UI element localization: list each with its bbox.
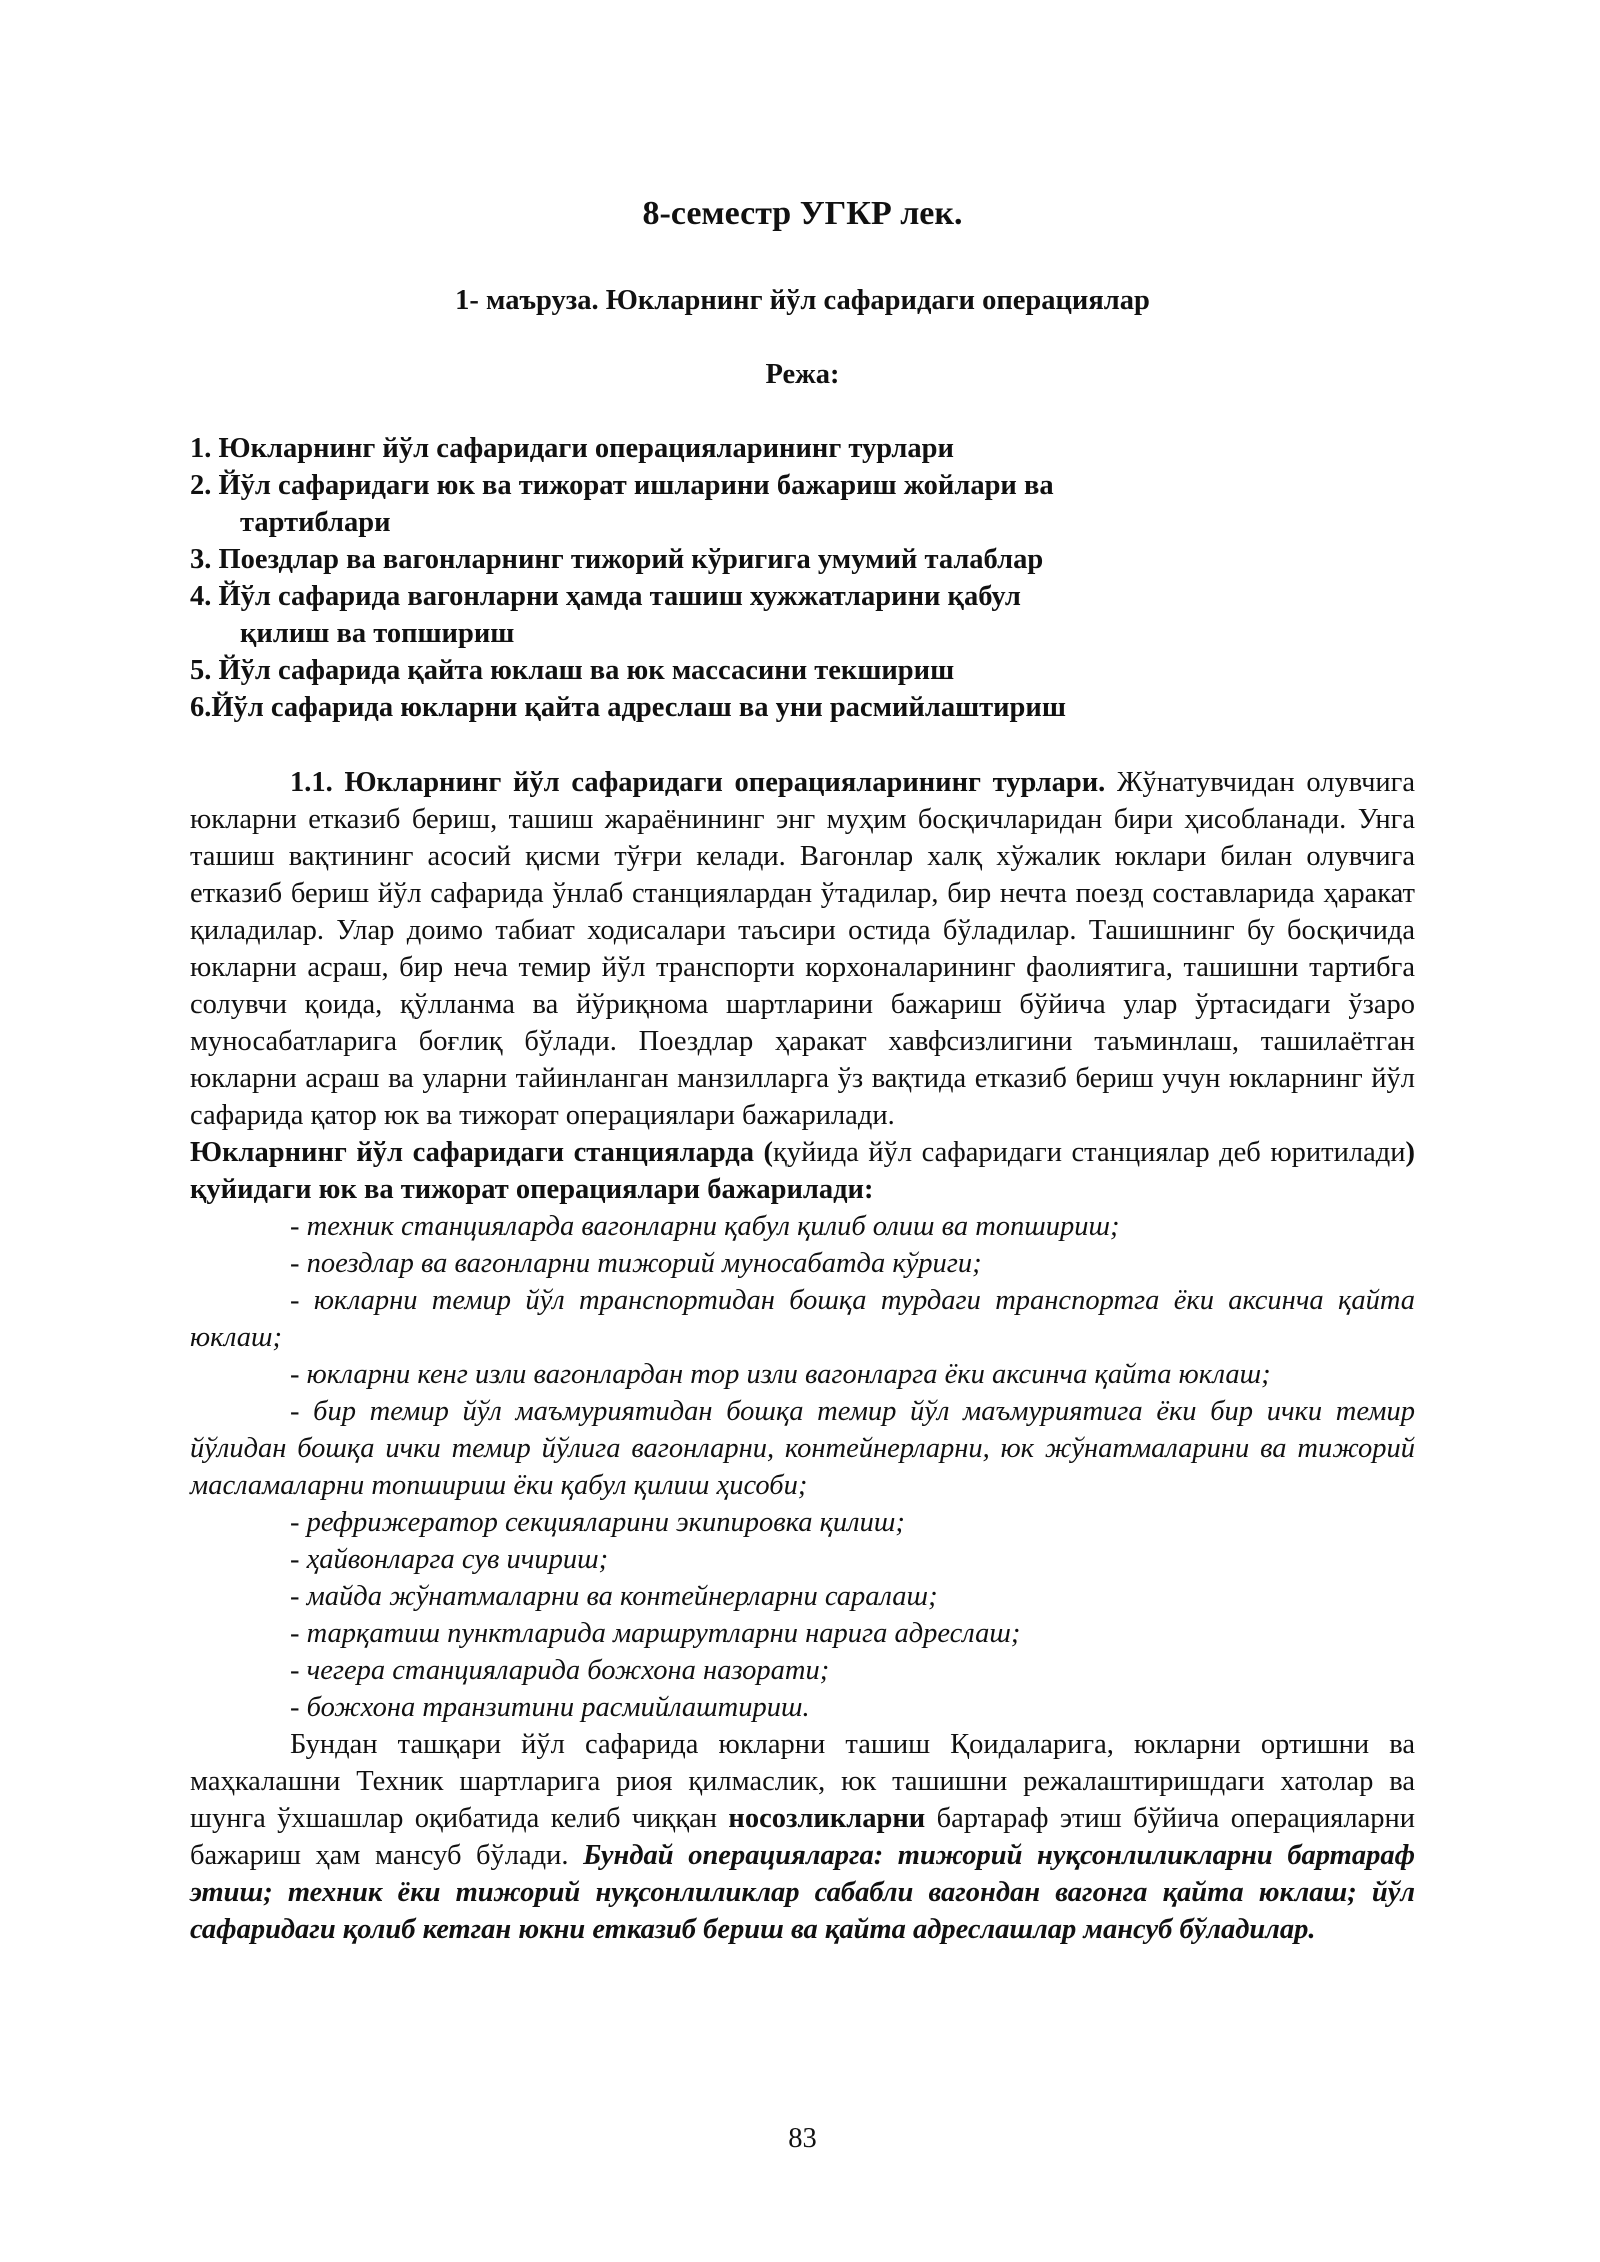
operation-item: - бир темир йўл маъмуриятидан бошқа темир йўл маъмуриятига ёки бир ички темир йўлидан бошқа ички темир йўлига вагонларни, контейнерларни, юк жўнатмаларини ва тижорий масламаларни топшириш ёки қабул қилиш ҳисоби; xyxy=(190,1396,1415,1501)
plan-list xyxy=(190,430,1415,726)
operation-item: - чегера станцияларида божхона назорати; xyxy=(290,1655,830,1686)
operation-item: - тарқатиш пунктларида маршрутларни нарига адреслаш; xyxy=(290,1618,1021,1649)
plan-item-text: 1. Юкларнинг йўл сафаридаги операцияларининг турлари xyxy=(190,433,954,464)
paragraph-text: Жўнатувчидан олувчига юкларни етказиб бериш, ташиш жараёнининг энг муҳим босқичларидан бири ҳисобланади. Унга ташиш вақтининг асосий қисми тўғри келади. Вагонлар халқ хўжалик юклари билан олувчига етказиб бериш йўл сафарида ўнлаб станциялардан ўтадилар, бир нечта поезд составларида ҳаракат қиладилар. Улар доимо табиат ходисалари таъсири остида бўладилар. Ташишнинг бу босқичида юкларни асраш, бир неча темир йўл транспорти корхоналарининг фаолиятига, ташишни тартибга солувчи қоида, қўлланма ва йўриқнома шартларини бажариш бўйича улар ўртасидаги ўзаро муносабатларига боғлиқ бўлади. Поездлар ҳаракат хавфсизлигини таъминлаш, ташилаётган юкларни асраш ва уларни тайинланган манзилларга ўз вақтида етказиб бериш учун юкларнинг йўл сафарида қатор юк ва тижорат операциялари бажарилади. xyxy=(190,767,1416,1131)
operation-item: - рефрижератор секцияларини экипировка қилиш; xyxy=(290,1507,905,1538)
plan-item-text: 2. Йўл сафаридаги юк ва тижорат ишларини бажариш жойлари ва xyxy=(190,470,1054,501)
plan-item-text: 4. Йўл сафарида вагонларни ҳамда ташиш хужжатларини қабул xyxy=(190,581,1021,612)
lecture-title: 1- маъруза. Юкларнинг йўл сафаридаги операциялар xyxy=(455,285,1150,316)
operation-item: - юкларни темир йўл транспортидан бошқа турдаги транспортга ёки аксинча қайта юклаш; xyxy=(190,1285,1415,1353)
operation-item: - божхона транзитини расмийлаштириш. xyxy=(290,1692,810,1723)
operation-item: - юкларни кенг изли вагонлардан тор изли вагонларга ёки аксинча қайта юклаш; xyxy=(290,1359,1271,1390)
plan-item-continuation: қилиш ва топшириш xyxy=(240,618,515,649)
stations-bold: Юкларнинг йўл сафаридаги станцияларда ( xyxy=(190,1137,774,1168)
closing-bold: носозликларни xyxy=(728,1803,926,1834)
plan-item xyxy=(190,689,1415,726)
section-heading: 1.1. Юкларнинг йўл сафаридаги операцияларининг турлари. xyxy=(290,767,1106,798)
page-number: 83 xyxy=(788,2123,817,2154)
stations-normal: қуйида йўл сафаридаги станциялар деб юритилади xyxy=(773,1137,1406,1168)
closing-text: Бундан ташқари йўл сафарида юкларни ташиш Қоидаларига, юкларни ортишни ва маҳкалашни Техник шартларига риоя қилмаслик, юк ташишни режалаштиришдаги хатолар ва шунга ўхшашлар оқибатида келиб чиққан xyxy=(190,1729,1415,1834)
plan-item xyxy=(190,430,1415,467)
stations-paragraph xyxy=(190,1134,1415,1208)
closing-bold-italic: Бундай операцияларга: тижорий нуқсонлиликларни бартараф этиш; техник ёки тижорий нуқсонлиликлар сабабли вагондан вагонга қайта юклаш; йўл сафаридаги қолиб кетган юкни етказиб бериш ва қайта адреслашлар мансуб бўладилар. xyxy=(190,1840,1416,1945)
plan-item-text: 3. Поездлар ва вагонларнинг тижорий кўригига умумий талаблар xyxy=(190,544,1044,575)
document-title: 8-семестр УГКР лек. xyxy=(642,195,963,232)
operation-item: - майда жўнатмаларни ва контейнерларни саралаш; xyxy=(290,1581,938,1612)
operation-item: - ҳайвонларга сув ичириш; xyxy=(290,1544,609,1575)
plan-item-text: 5. Йўл сафарида қайта юклаш ва юк массасини текшириш xyxy=(190,655,955,686)
closing-text-2: бартараф этиш бўйича операцияларни бажариш ҳам мансуб бўлади. xyxy=(190,1803,1415,1871)
document-page xyxy=(190,0,1415,2262)
plan-heading: Режа: xyxy=(765,359,840,390)
plan-item xyxy=(190,541,1415,578)
stations-bold-end: ) қуйидаги юк ва тижорат операциялари бажарилади: xyxy=(190,1137,1415,1205)
plan-item-continuation: тартиблари xyxy=(240,507,391,538)
operation-item: - техник станцияларда вагонларни қабул қилиб олиш ва топшириш; xyxy=(290,1211,1120,1242)
plan-item xyxy=(190,467,1415,541)
plan-item xyxy=(190,578,1415,652)
closing-paragraph xyxy=(190,1726,1415,1948)
section-body xyxy=(190,764,1415,1948)
plan-item-text: 6.Йўл сафарида юкларни қайта адреслаш ва уни расмийлаштириш xyxy=(190,692,1066,723)
plan-item xyxy=(190,652,1415,689)
operation-item: - поездлар ва вагонларни тижорий муносабатда кўриги; xyxy=(290,1248,982,1279)
section-paragraph xyxy=(190,764,1415,1134)
